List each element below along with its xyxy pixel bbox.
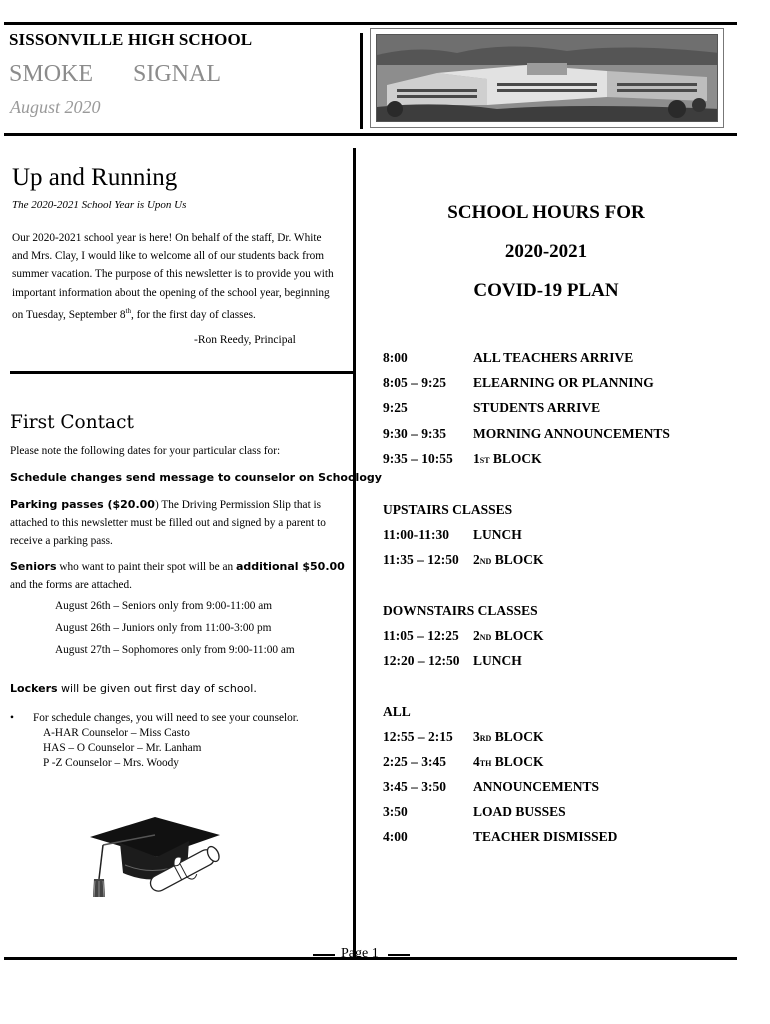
lockers-label: Lockers [10, 682, 58, 695]
parking-passes-label: Parking passes ($20.00 [10, 498, 155, 511]
seniors-text: who want to paint their spot will be an [56, 561, 236, 573]
hours-title-line-1: SCHOOL HOURS FOR [447, 202, 645, 223]
block-label: BLOCK [489, 451, 542, 466]
schedule-desc [473, 451, 542, 467]
schedule-time: 12:55 – 2:15 [383, 729, 453, 744]
newsletter-title-word-1: SMOKE [9, 61, 94, 87]
principal-signature: -Ron Reedy, Principal [194, 334, 296, 346]
page-number-dash-right [388, 954, 410, 956]
seniors-text-end: and the forms are attached. [10, 579, 133, 591]
parking-paren: ) [154, 499, 159, 511]
page-number-dash-left [313, 954, 335, 956]
schedule-time: 8:00 [383, 350, 408, 365]
schedule-row [383, 829, 617, 847]
schedule-time: 12:20 – 12:50 [383, 653, 460, 668]
schedule-desc [473, 552, 543, 568]
counselor-line: A-HAR Counselor – Miss Casto [43, 727, 190, 739]
column-divider [353, 148, 356, 958]
schedule-desc: ANNOUNCEMENTS [473, 779, 600, 794]
schedule-desc: ELEARNING OR PLANNING [473, 375, 654, 390]
masthead-divider [360, 33, 363, 129]
schedule-desc: MORNING ANNOUNCEMENTS [473, 426, 670, 441]
schedule-desc: TEACHER DISMISSED [473, 829, 618, 844]
hours-title-line-3: COVID-19 PLAN [473, 280, 619, 301]
schedule-row [383, 754, 543, 772]
schedule-changes-note: Schedule changes send message to counselor on Schoology [10, 471, 382, 484]
block-label: BLOCK [491, 729, 544, 744]
section-heading-up-and-running: Up and Running [12, 164, 178, 191]
hours-title-line-2: 2020-2021 [504, 241, 588, 262]
seniors-paragraph [10, 558, 350, 594]
schedule-row [383, 552, 543, 570]
schedule-time: 9:35 – 10:55 [383, 451, 453, 466]
first-contact-intro: Please note the following dates for your particular class for: [10, 445, 281, 457]
upstairs-label: UPSTAIRS CLASSES [383, 502, 513, 517]
schedule-time: 9:30 – 9:35 [383, 426, 446, 441]
schedule-time: 2:25 – 3:45 [383, 754, 446, 769]
page-number: Page 1 [341, 946, 379, 961]
block-number: 2 [473, 552, 480, 567]
schedule-desc: LUNCH [473, 527, 522, 542]
schedule-desc: ALL TEACHERS ARRIVE [473, 350, 634, 365]
graduation-cap-icon [85, 815, 225, 925]
schedule-time: 8:05 – 9:25 [383, 375, 446, 390]
welcome-text-end: , for the first day of classes. [130, 308, 256, 321]
bullet-marker: • [10, 712, 14, 724]
schedule-desc: LOAD BUSSES [473, 804, 566, 819]
section-heading-first-contact: First Contact [10, 412, 134, 433]
date-line: August 26th – Seniors only from 9:00-11:00 am [55, 600, 273, 612]
schedule-desc: LUNCH [473, 653, 522, 668]
school-photo [370, 28, 724, 128]
schedule-time: 11:05 – 12:25 [383, 628, 459, 643]
schedule-time: 11:00-11:30 [383, 527, 449, 542]
schedule-time: 9:25 [383, 400, 408, 415]
parking-passes-text: The Driving Permission Slip that is attached to this newsletter must be filled out and signed by a parent to receive a parking pass. [10, 499, 326, 547]
schedule-row [383, 653, 522, 671]
school-building-image [376, 34, 718, 122]
block-label: BLOCK [491, 754, 544, 769]
lockers-text: will be given out first day of school. [57, 682, 257, 695]
schedule-desc: STUDENTS ARRIVE [473, 400, 601, 415]
date-line: August 26th – Juniors only from 11:00-3:00 pm [55, 622, 272, 634]
seniors-label: Seniors [10, 560, 57, 573]
schedule-row [383, 375, 654, 393]
block-suffix: ND [479, 557, 492, 566]
masthead-bottom-rule [4, 133, 737, 136]
section-subtitle: The 2020-2021 School Year is Upon Us [12, 199, 187, 211]
seniors-fee: additional $50.00 [235, 560, 345, 573]
lockers-note [10, 682, 257, 695]
block-label: BLOCK [491, 552, 544, 567]
schedule-row [383, 400, 600, 418]
schedule-time: 4:00 [383, 829, 408, 844]
schedule-desc [473, 628, 543, 644]
parking-passes-paragraph [10, 496, 342, 550]
schedule-row [383, 451, 542, 469]
welcome-paragraph [12, 229, 340, 324]
block-suffix: RD [479, 734, 492, 743]
schedule-desc [473, 754, 543, 770]
welcome-text: Our 2020-2021 school year is here! On behalf of the staff, Dr. White and Mrs. Clay, I would like to welcome all of our students back from summer vacation. The purpose of this newsletter is to provide you with important information about the opening of the school year, beginning on Tuesday, September 8 [12, 232, 334, 321]
schedule-row [383, 527, 522, 545]
date-line: August 27th – Sophomores only from 9:00-11:00 am [55, 644, 295, 656]
schedule-change-bullet: For schedule changes, you will need to see your counselor. [33, 712, 299, 724]
top-rule [4, 22, 737, 25]
block-suffix: ND [479, 633, 492, 642]
block-number: 4 [473, 754, 480, 769]
schedule-time: 11:35 – 12:50 [383, 552, 459, 567]
counselor-line: HAS – O Counselor – Mr. Lanham [43, 742, 202, 754]
schedule-row [383, 804, 566, 822]
block-number: 3 [473, 729, 480, 744]
schedule-row [383, 350, 633, 368]
newsletter-title-word-2: SIGNAL [133, 61, 221, 87]
schedule-time: 3:45 – 3:50 [383, 779, 446, 794]
schedule-desc [473, 729, 543, 745]
downstairs-label: DOWNSTAIRS CLASSES [383, 603, 538, 618]
block-suffix: TH [479, 759, 492, 768]
block-number: 1 [473, 451, 480, 466]
school-name: SISSONVILLE HIGH SCHOOL [9, 30, 253, 49]
welcome-sup: th [125, 306, 131, 315]
block-number: 2 [473, 628, 480, 643]
schedule-row [383, 426, 670, 444]
schedule-row [383, 779, 599, 797]
issue-date: August 2020 [10, 97, 101, 117]
counselor-line: P -Z Counselor – Mrs. Woody [43, 757, 179, 769]
block-suffix: ST [479, 456, 490, 465]
all-label: ALL [383, 704, 411, 719]
left-section-rule [10, 371, 353, 374]
schedule-time: 3:50 [383, 804, 408, 819]
schedule-row [383, 628, 543, 646]
block-label: BLOCK [491, 628, 544, 643]
schedule-row [383, 729, 543, 747]
